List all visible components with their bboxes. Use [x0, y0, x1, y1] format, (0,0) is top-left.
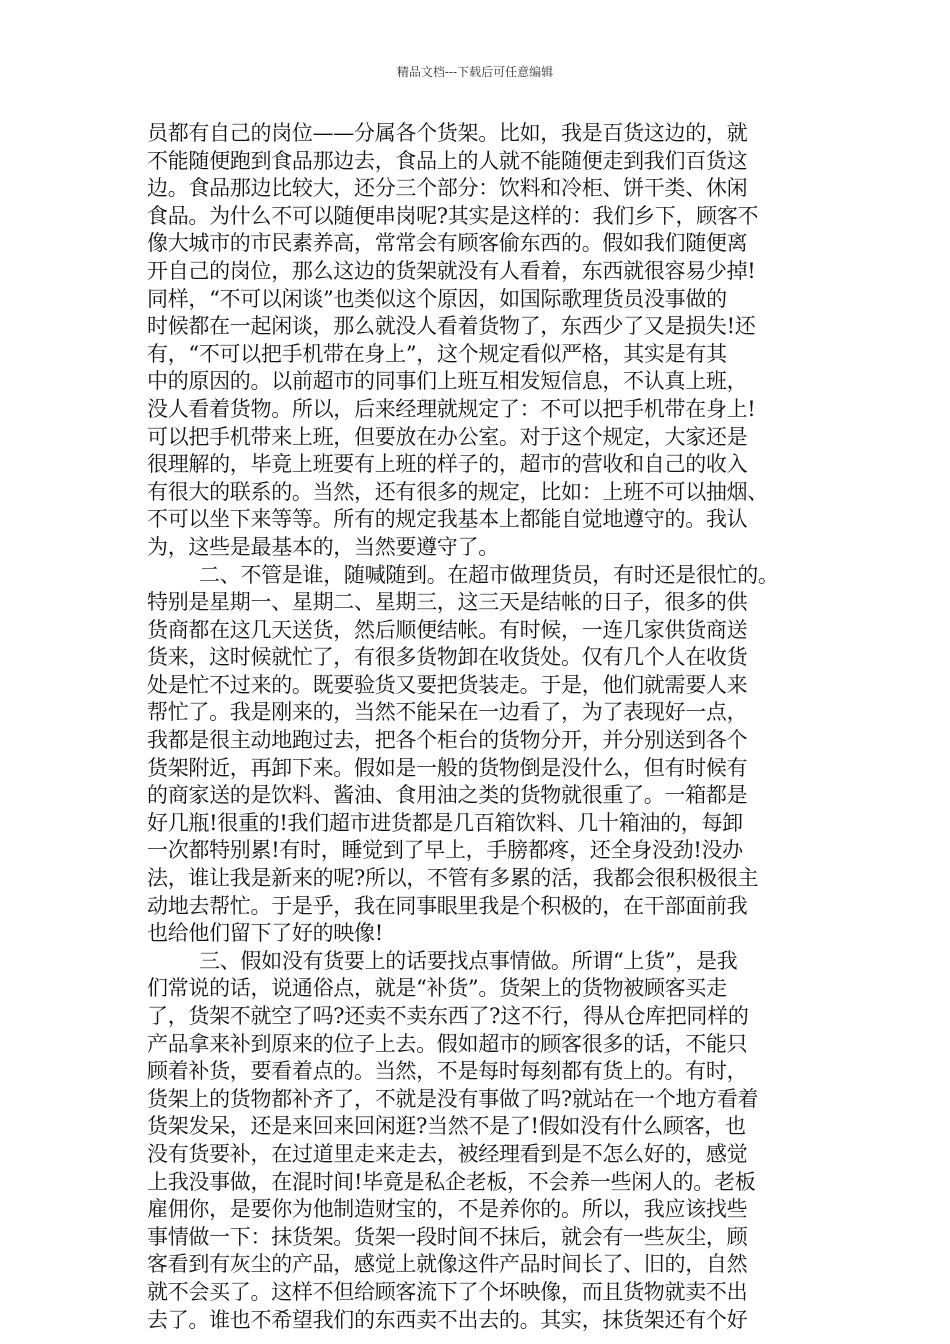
text-line: 货商都在这几天送货，然后顺便结帐。有时候，一连几家供货商送 [147, 617, 748, 642]
text-line: 货架发呆，还是来回来回闲逛?当然不是了!假如没有什么顾客，也 [147, 1114, 746, 1139]
text-line: 法，谁让我是新来的呢?所以，不管有多累的活，我都会很积极很主 [147, 866, 759, 891]
text-line: 们常说的话，说通俗点，就是“补货”。货架上的货物被顾客买走 [147, 976, 727, 1001]
text-line: 了，货架不就空了吗?还卖不卖东西了?这不行，得从仓库把同样的 [147, 1004, 749, 1028]
text-line: 去了。谁也不希望我们的东西卖不出去的。其实，抹货架还有个好 [147, 1307, 748, 1332]
text-line: 员都有自己的岗位——分属各个货架。比如，我是百货这边的，就 [147, 121, 748, 145]
text-line: 时候都在一起闲谈，那么就没人看着货物了，东西少了又是损失!还 [147, 314, 756, 339]
text-line: 为，这些是最基本的，当然要遵守了。 [147, 534, 499, 559]
text-line: 动地去帮忙。于是乎，我在同事眼里我是个积极的，在干部面前我 [147, 893, 748, 918]
text-line: 没人看着货物。所以，后来经理就规定了：不可以把手机带在身上! [147, 396, 756, 421]
text-line: 货来，这时候就忙了，有很多货物卸在收货处。仅有几个人在收货 [147, 645, 748, 670]
text-line: 同样，“不可以闲谈”也类似这个原因，如国际歌理货员没事做的 [147, 286, 727, 311]
text-line: 食品。为什么不可以随便串岗呢?其实是这样的：我们乡下，顾客不 [147, 203, 759, 228]
text-line: 特别是星期一、星期二、星期三，这三天是结帐的日子，很多的供 [147, 590, 748, 615]
text-line: 三、假如没有货要上的话要找点事情做。所谓“上货”，是我 [199, 948, 738, 973]
text-line: 产品拿来补到原来的位子上去。假如超市的顾客很多的话，不能只 [147, 1031, 748, 1056]
text-line: 上我没事做，在混时间!毕竟是私企老板，不会养一些闲人的。老板 [147, 1169, 756, 1194]
text-line: 边。食品那边比较大，还分三个部分：饮料和冷柜、饼干类、休闲 [147, 176, 748, 201]
text-line: 像大城市的市民素养高，常常会有顾客偷东西的。假如我们随便离 [147, 231, 748, 256]
text-line: 也给他们留下了好的映像! [147, 921, 383, 946]
text-line: 有，“不可以把手机带在身上”，这个规定看似严格，其实是有其 [147, 341, 727, 366]
text-line: 的商家送的是饮料、酱油、食用油之类的货物就很重了。一箱都是 [147, 783, 748, 808]
text-line: 二、不管是谁，随喊随到。在超市做理货员，有时还是很忙的。 [199, 562, 779, 587]
text-line: 开自己的岗位，那么这边的货架就没有人看着，东西就很容易少掉! [147, 258, 756, 283]
text-line: 中的原因的。以前超市的同事们上班互相发短信息，不认真上班， [147, 369, 748, 394]
text-line: 客看到有灰尘的产品，感觉上就像这件产品时间长了、旧的，自然 [147, 1252, 748, 1277]
text-line: 没有货要补，在过道里走来走去，被经理看到是不怎么好的，感觉 [147, 1141, 748, 1166]
page-header: 精品文档---下载后可任意编辑 [396, 65, 554, 79]
text-line: 货架附近，再卸下来。假如是一般的货物倒是没什么，但有时候有 [147, 755, 748, 780]
text-line: 一次都特别累!有时，睡觉到了早上，手膀都疼，还全身没劲!没办 [147, 838, 743, 863]
text-line: 不可以坐下来等等。所有的规定我基本上都能自觉地遵守的。我认 [147, 507, 748, 532]
text-line: 处是忙不过来的。既要验货又要把货装走。于是，他们就需要人来 [147, 672, 748, 697]
text-line: 帮忙了。我是刚来的，当然不能呆在一边看了，为了表现好一点， [147, 700, 748, 725]
text-line: 很理解的，毕竟上班要有上班的样子的，超市的营收和自己的收入 [147, 452, 748, 477]
text-line: 就不会买了。这样不但给顾客流下了个坏映像，而且货物就卖不出 [147, 1279, 748, 1304]
text-line: 不能随便跑到食品那边去，食品上的人就不能随便走到我们百货这 [147, 148, 748, 173]
text-line: 有很大的联系的。当然，还有很多的规定，比如：上班不可以抽烟、 [147, 479, 768, 504]
text-line: 我都是很主动地跑过去，把各个柜台的货物分开，并分别送到各个 [147, 728, 748, 753]
text-line: 好几瓶!很重的!我们超市进货都是几百箱饮料、几十箱油的，每卸 [147, 810, 743, 835]
text-line: 可以把手机带来上班，但要放在办公室。对于这个规定，大家还是 [147, 424, 748, 449]
document-body [147, 120, 807, 1334]
text-line: 雇佣你，是要你为他制造财宝的，不是养你的。所以，我应该找些 [147, 1197, 748, 1222]
text-line: 货架上的货物都补齐了，不就是没有事做了吗?就站在一个地方看着 [147, 1086, 759, 1111]
text-line: 事情做一下：抹货架。货架一段时间不抹后，就会有一些灰尘，顾 [147, 1224, 748, 1249]
text-line: 顾着补货，要看着点的。当然，不是每时每刻都有货上的。有时， [147, 1059, 748, 1084]
